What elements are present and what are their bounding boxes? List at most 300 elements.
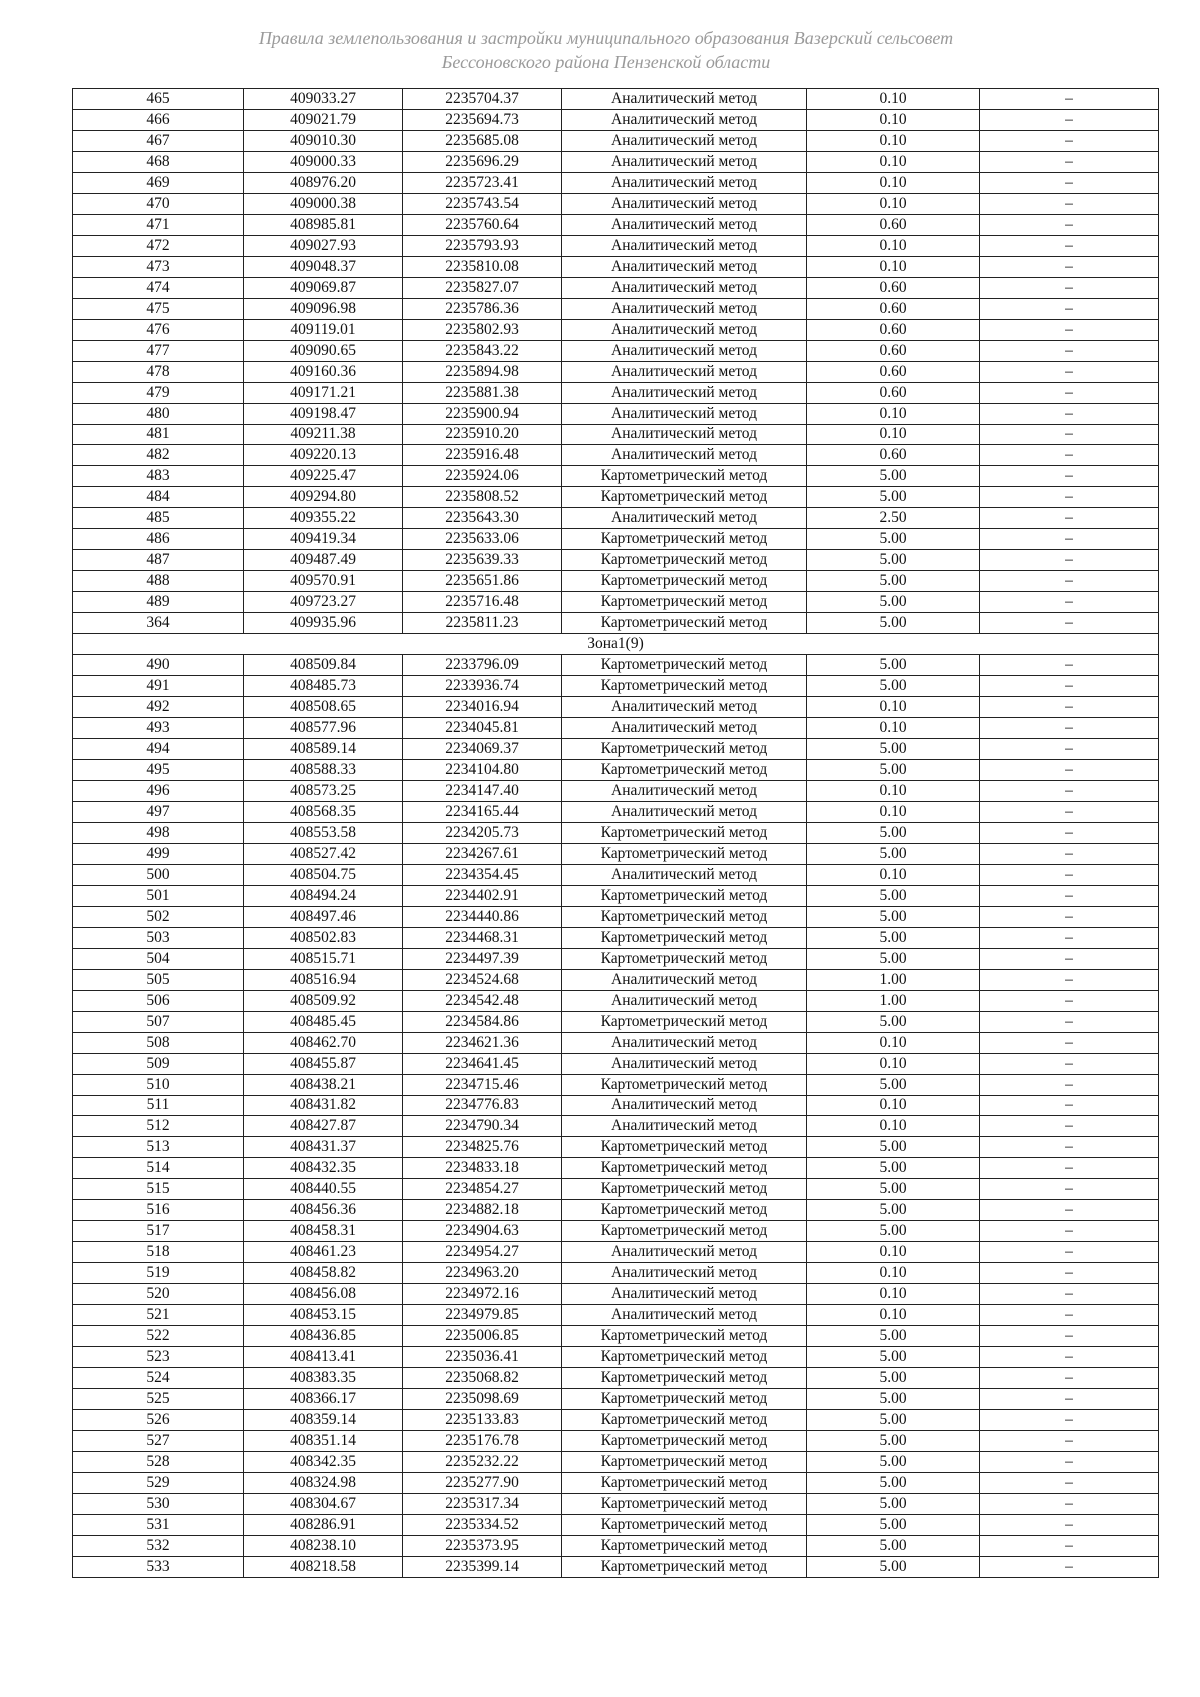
point-number-cell: 488 [73, 571, 244, 592]
y-coordinate-cell: 2235068.82 [403, 1368, 562, 1389]
accuracy-cell: 0.10 [807, 151, 980, 172]
method-cell: Аналитический метод [562, 256, 807, 277]
y-coordinate-cell: 2234524.68 [403, 969, 562, 990]
point-number-cell: 465 [73, 89, 244, 110]
y-coordinate-cell: 2235651.86 [403, 571, 562, 592]
table-row [73, 1347, 1159, 1368]
y-coordinate-cell: 2234790.34 [403, 1116, 562, 1137]
description-cell: – [980, 613, 1159, 634]
point-number-cell: 497 [73, 801, 244, 822]
point-number-cell: 515 [73, 1179, 244, 1200]
x-coordinate-cell: 408431.82 [244, 1095, 403, 1116]
method-cell: Аналитический метод [562, 382, 807, 403]
accuracy-cell: 0.60 [807, 214, 980, 235]
description-cell: – [980, 1410, 1159, 1431]
table-row [73, 193, 1159, 214]
y-coordinate-cell: 2234641.45 [403, 1053, 562, 1074]
accuracy-cell: 5.00 [807, 529, 980, 550]
accuracy-cell: 0.10 [807, 1053, 980, 1074]
accuracy-cell: 0.10 [807, 1263, 980, 1284]
accuracy-cell: 5.00 [807, 927, 980, 948]
y-coordinate-cell: 2235696.29 [403, 151, 562, 172]
x-coordinate-cell: 409171.21 [244, 382, 403, 403]
description-cell: – [980, 466, 1159, 487]
point-number-cell: 489 [73, 592, 244, 613]
point-number-cell: 485 [73, 508, 244, 529]
point-number-cell: 532 [73, 1535, 244, 1556]
x-coordinate-cell: 409119.01 [244, 319, 403, 340]
point-number-cell: 479 [73, 382, 244, 403]
accuracy-cell: 0.10 [807, 193, 980, 214]
y-coordinate-cell: 2234904.63 [403, 1221, 562, 1242]
y-coordinate-cell: 2235133.83 [403, 1410, 562, 1431]
x-coordinate-cell: 408485.45 [244, 1011, 403, 1032]
y-coordinate-cell: 2234147.40 [403, 780, 562, 801]
table-row [73, 298, 1159, 319]
y-coordinate-cell: 2234016.94 [403, 697, 562, 718]
x-coordinate-cell: 408976.20 [244, 172, 403, 193]
x-coordinate-cell: 408324.98 [244, 1472, 403, 1493]
description-cell: – [980, 843, 1159, 864]
description-cell: – [980, 1347, 1159, 1368]
accuracy-cell: 5.00 [807, 571, 980, 592]
accuracy-cell: 0.60 [807, 340, 980, 361]
table-row [73, 1535, 1159, 1556]
accuracy-cell: 0.10 [807, 1242, 980, 1263]
point-number-cell: 502 [73, 906, 244, 927]
point-number-cell: 528 [73, 1451, 244, 1472]
y-coordinate-cell: 2235924.06 [403, 466, 562, 487]
table-row [73, 1263, 1159, 1284]
description-cell: – [980, 403, 1159, 424]
accuracy-cell: 5.00 [807, 1410, 980, 1431]
point-number-cell: 527 [73, 1431, 244, 1452]
point-number-cell: 475 [73, 298, 244, 319]
x-coordinate-cell: 408985.81 [244, 214, 403, 235]
table-row [73, 466, 1159, 487]
accuracy-cell: 5.00 [807, 1137, 980, 1158]
point-number-cell: 521 [73, 1305, 244, 1326]
description-cell: – [980, 235, 1159, 256]
method-cell: Картометрический метод [562, 1326, 807, 1347]
method-cell: Аналитический метод [562, 445, 807, 466]
description-cell: – [980, 718, 1159, 739]
x-coordinate-cell: 408504.75 [244, 864, 403, 885]
description-cell: – [980, 822, 1159, 843]
accuracy-cell: 5.00 [807, 906, 980, 927]
x-coordinate-cell: 408432.35 [244, 1158, 403, 1179]
method-cell: Картометрический метод [562, 1410, 807, 1431]
method-cell: Картометрический метод [562, 676, 807, 697]
x-coordinate-cell: 408286.91 [244, 1514, 403, 1535]
x-coordinate-cell: 408304.67 [244, 1493, 403, 1514]
point-number-cell: 500 [73, 864, 244, 885]
method-cell: Картометрический метод [562, 843, 807, 864]
method-cell: Картометрический метод [562, 1347, 807, 1368]
description-cell: – [980, 1074, 1159, 1095]
description-cell: – [980, 760, 1159, 781]
x-coordinate-cell: 408456.08 [244, 1284, 403, 1305]
accuracy-cell: 0.10 [807, 403, 980, 424]
table-row [73, 529, 1159, 550]
x-coordinate-cell: 408577.96 [244, 718, 403, 739]
y-coordinate-cell: 2234104.80 [403, 760, 562, 781]
y-coordinate-cell: 2235786.36 [403, 298, 562, 319]
y-coordinate-cell: 2235843.22 [403, 340, 562, 361]
method-cell: Аналитический метод [562, 969, 807, 990]
table-row [73, 340, 1159, 361]
method-cell: Аналитический метод [562, 298, 807, 319]
y-coordinate-cell: 2235802.93 [403, 319, 562, 340]
point-number-cell: 471 [73, 214, 244, 235]
x-coordinate-cell: 408462.70 [244, 1032, 403, 1053]
method-cell: Картометрический метод [562, 822, 807, 843]
method-cell: Картометрический метод [562, 1431, 807, 1452]
y-coordinate-cell: 2235743.54 [403, 193, 562, 214]
accuracy-cell: 5.00 [807, 1389, 980, 1410]
description-cell: – [980, 885, 1159, 906]
table-row [73, 214, 1159, 235]
description-cell: – [980, 277, 1159, 298]
accuracy-cell: 5.00 [807, 1535, 980, 1556]
accuracy-cell: 0.10 [807, 1095, 980, 1116]
point-number-cell: 526 [73, 1410, 244, 1431]
x-coordinate-cell: 409160.36 [244, 361, 403, 382]
x-coordinate-cell: 408440.55 [244, 1179, 403, 1200]
table-row [73, 361, 1159, 382]
y-coordinate-cell: 2234267.61 [403, 843, 562, 864]
point-number-cell: 531 [73, 1514, 244, 1535]
y-coordinate-cell: 2235810.08 [403, 256, 562, 277]
method-cell: Аналитический метод [562, 151, 807, 172]
y-coordinate-cell: 2235006.85 [403, 1326, 562, 1347]
table-row [73, 382, 1159, 403]
description-cell: – [980, 1472, 1159, 1493]
method-cell: Аналитический метод [562, 508, 807, 529]
description-cell: – [980, 130, 1159, 151]
point-number-cell: 468 [73, 151, 244, 172]
y-coordinate-cell: 2235317.34 [403, 1493, 562, 1514]
method-cell: Аналитический метод [562, 1263, 807, 1284]
method-cell: Картометрический метод [562, 1472, 807, 1493]
accuracy-cell: 0.10 [807, 424, 980, 445]
y-coordinate-cell: 2234954.27 [403, 1242, 562, 1263]
header-line-1: Правила землепользования и застройки муниципального образования Вазерский сельсовет [258, 28, 954, 48]
point-number-cell: 493 [73, 718, 244, 739]
description-cell: – [980, 592, 1159, 613]
accuracy-cell: 5.00 [807, 1472, 980, 1493]
point-number-cell: 512 [73, 1116, 244, 1137]
accuracy-cell: 5.00 [807, 1326, 980, 1347]
x-coordinate-cell: 409723.27 [244, 592, 403, 613]
coordinates-table [72, 88, 1159, 1578]
method-cell: Картометрический метод [562, 1514, 807, 1535]
method-cell: Аналитический метод [562, 780, 807, 801]
method-cell: Аналитический метод [562, 1053, 807, 1074]
table-row [73, 1284, 1159, 1305]
description-cell: – [980, 1451, 1159, 1472]
accuracy-cell: 0.60 [807, 361, 980, 382]
point-number-cell: 518 [73, 1242, 244, 1263]
description-cell: – [980, 1389, 1159, 1410]
table-row [73, 1410, 1159, 1431]
y-coordinate-cell: 2234963.20 [403, 1263, 562, 1284]
x-coordinate-cell: 408238.10 [244, 1535, 403, 1556]
point-number-cell: 481 [73, 424, 244, 445]
accuracy-cell: 0.10 [807, 697, 980, 718]
method-cell: Картометрический метод [562, 592, 807, 613]
accuracy-cell: 5.00 [807, 613, 980, 634]
point-number-cell: 498 [73, 822, 244, 843]
accuracy-cell: 0.60 [807, 382, 980, 403]
accuracy-cell: 0.10 [807, 780, 980, 801]
description-cell: – [980, 864, 1159, 885]
method-cell: Аналитический метод [562, 109, 807, 130]
description-cell: – [980, 109, 1159, 130]
accuracy-cell: 5.00 [807, 1200, 980, 1221]
point-number-cell: 487 [73, 550, 244, 571]
x-coordinate-cell: 408427.87 [244, 1116, 403, 1137]
x-coordinate-cell: 408461.23 [244, 1242, 403, 1263]
y-coordinate-cell: 2234497.39 [403, 948, 562, 969]
point-number-cell: 533 [73, 1556, 244, 1577]
method-cell: Аналитический метод [562, 130, 807, 151]
y-coordinate-cell: 2235232.22 [403, 1451, 562, 1472]
accuracy-cell: 0.10 [807, 864, 980, 885]
method-cell: Картометрический метод [562, 1368, 807, 1389]
x-coordinate-cell: 409198.47 [244, 403, 403, 424]
method-cell: Картометрический метод [562, 1221, 807, 1242]
method-cell: Аналитический метод [562, 89, 807, 110]
accuracy-cell: 5.00 [807, 676, 980, 697]
description-cell: – [980, 1284, 1159, 1305]
x-coordinate-cell: 409225.47 [244, 466, 403, 487]
method-cell: Картометрический метод [562, 1179, 807, 1200]
table-row [73, 1242, 1159, 1263]
accuracy-cell: 5.00 [807, 550, 980, 571]
point-number-cell: 514 [73, 1158, 244, 1179]
accuracy-cell: 5.00 [807, 466, 980, 487]
x-coordinate-cell: 408508.65 [244, 697, 403, 718]
method-cell: Аналитический метод [562, 277, 807, 298]
method-cell: Картометрический метод [562, 885, 807, 906]
table-row [73, 571, 1159, 592]
zone-label: Зона1(9) [73, 634, 1159, 655]
method-cell: Аналитический метод [562, 235, 807, 256]
table-row [73, 445, 1159, 466]
method-cell: Аналитический метод [562, 214, 807, 235]
y-coordinate-cell: 2234069.37 [403, 739, 562, 760]
x-coordinate-cell: 409211.38 [244, 424, 403, 445]
x-coordinate-cell: 408515.71 [244, 948, 403, 969]
description-cell: – [980, 1535, 1159, 1556]
y-coordinate-cell: 2234972.16 [403, 1284, 562, 1305]
coordinates-table-body [73, 89, 1159, 1578]
y-coordinate-cell: 2235827.07 [403, 277, 562, 298]
accuracy-cell: 5.00 [807, 1011, 980, 1032]
x-coordinate-cell: 408497.46 [244, 906, 403, 927]
x-coordinate-cell: 409000.38 [244, 193, 403, 214]
description-cell: – [980, 1221, 1159, 1242]
y-coordinate-cell: 2235639.33 [403, 550, 562, 571]
description-cell: – [980, 1116, 1159, 1137]
table-row [73, 697, 1159, 718]
point-number-cell: 520 [73, 1284, 244, 1305]
table-row [73, 508, 1159, 529]
point-number-cell: 508 [73, 1032, 244, 1053]
point-number-cell: 525 [73, 1389, 244, 1410]
accuracy-cell: 5.00 [807, 948, 980, 969]
description-cell: – [980, 655, 1159, 676]
description-cell: – [980, 739, 1159, 760]
table-row [73, 843, 1159, 864]
method-cell: Картометрический метод [562, 1200, 807, 1221]
method-cell: Картометрический метод [562, 948, 807, 969]
method-cell: Аналитический метод [562, 361, 807, 382]
method-cell: Аналитический метод [562, 801, 807, 822]
accuracy-cell: 5.00 [807, 1514, 980, 1535]
x-coordinate-cell: 408509.84 [244, 655, 403, 676]
accuracy-cell: 0.10 [807, 130, 980, 151]
table-row [73, 948, 1159, 969]
accuracy-cell: 5.00 [807, 1431, 980, 1452]
method-cell: Картометрический метод [562, 1535, 807, 1556]
table-row [73, 1493, 1159, 1514]
y-coordinate-cell: 2235881.38 [403, 382, 562, 403]
x-coordinate-cell: 408509.92 [244, 990, 403, 1011]
zone-header-row [73, 634, 1159, 655]
method-cell: Картометрический метод [562, 571, 807, 592]
x-coordinate-cell: 408458.82 [244, 1263, 403, 1284]
point-number-cell: 469 [73, 172, 244, 193]
y-coordinate-cell: 2235176.78 [403, 1431, 562, 1452]
y-coordinate-cell: 2234045.81 [403, 718, 562, 739]
accuracy-cell: 0.10 [807, 109, 980, 130]
table-row [73, 864, 1159, 885]
y-coordinate-cell: 2235633.06 [403, 529, 562, 550]
point-number-cell: 511 [73, 1095, 244, 1116]
x-coordinate-cell: 408342.35 [244, 1451, 403, 1472]
description-cell: – [980, 319, 1159, 340]
accuracy-cell: 5.00 [807, 885, 980, 906]
x-coordinate-cell: 408456.36 [244, 1200, 403, 1221]
description-cell: – [980, 214, 1159, 235]
point-number-cell: 495 [73, 760, 244, 781]
method-cell: Аналитический метод [562, 340, 807, 361]
x-coordinate-cell: 408516.94 [244, 969, 403, 990]
x-coordinate-cell: 408568.35 [244, 801, 403, 822]
description-cell: – [980, 1493, 1159, 1514]
y-coordinate-cell: 2235373.95 [403, 1535, 562, 1556]
point-number-cell: 519 [73, 1263, 244, 1284]
table-row [73, 1116, 1159, 1137]
method-cell: Аналитический метод [562, 403, 807, 424]
description-cell: – [980, 298, 1159, 319]
method-cell: Аналитический метод [562, 172, 807, 193]
point-number-cell: 482 [73, 445, 244, 466]
method-cell: Картометрический метод [562, 1158, 807, 1179]
y-coordinate-cell: 2235900.94 [403, 403, 562, 424]
point-number-cell: 516 [73, 1200, 244, 1221]
accuracy-cell: 5.00 [807, 760, 980, 781]
accuracy-cell: 1.00 [807, 990, 980, 1011]
x-coordinate-cell: 409021.79 [244, 109, 403, 130]
document-header [72, 26, 1140, 74]
point-number-cell: 492 [73, 697, 244, 718]
description-cell: – [980, 990, 1159, 1011]
method-cell: Картометрический метод [562, 466, 807, 487]
accuracy-cell: 0.60 [807, 319, 980, 340]
x-coordinate-cell: 408588.33 [244, 760, 403, 781]
method-cell: Аналитический метод [562, 1095, 807, 1116]
x-coordinate-cell: 409294.80 [244, 487, 403, 508]
x-coordinate-cell: 408455.87 [244, 1053, 403, 1074]
table-row [73, 172, 1159, 193]
description-cell: – [980, 697, 1159, 718]
x-coordinate-cell: 408413.41 [244, 1347, 403, 1368]
table-row [73, 487, 1159, 508]
accuracy-cell: 5.00 [807, 1368, 980, 1389]
method-cell: Картометрический метод [562, 655, 807, 676]
table-row [73, 256, 1159, 277]
method-cell: Аналитический метод [562, 1305, 807, 1326]
accuracy-cell: 5.00 [807, 1158, 980, 1179]
table-row [73, 550, 1159, 571]
method-cell: Картометрический метод [562, 906, 807, 927]
x-coordinate-cell: 408366.17 [244, 1389, 403, 1410]
x-coordinate-cell: 408553.58 [244, 822, 403, 843]
accuracy-cell: 5.00 [807, 843, 980, 864]
accuracy-cell: 0.10 [807, 1305, 980, 1326]
y-coordinate-cell: 2235399.14 [403, 1556, 562, 1577]
x-coordinate-cell: 408453.15 [244, 1305, 403, 1326]
accuracy-cell: 0.60 [807, 277, 980, 298]
x-coordinate-cell: 409000.33 [244, 151, 403, 172]
point-number-cell: 503 [73, 927, 244, 948]
y-coordinate-cell: 2233796.09 [403, 655, 562, 676]
accuracy-cell: 5.00 [807, 1556, 980, 1577]
table-row [73, 1200, 1159, 1221]
header-line-2: Бессоновского района Пензенской области [441, 52, 771, 72]
x-coordinate-cell: 409033.27 [244, 89, 403, 110]
x-coordinate-cell: 409010.30 [244, 130, 403, 151]
method-cell: Аналитический метод [562, 990, 807, 1011]
description-cell: – [980, 1095, 1159, 1116]
point-number-cell: 466 [73, 109, 244, 130]
y-coordinate-cell: 2235277.90 [403, 1472, 562, 1493]
method-cell: Картометрический метод [562, 1137, 807, 1158]
description-cell: – [980, 948, 1159, 969]
x-coordinate-cell: 409090.65 [244, 340, 403, 361]
table-row [73, 801, 1159, 822]
table-row [73, 1221, 1159, 1242]
accuracy-cell: 5.00 [807, 655, 980, 676]
point-number-cell: 530 [73, 1493, 244, 1514]
y-coordinate-cell: 2235685.08 [403, 130, 562, 151]
description-cell: – [980, 382, 1159, 403]
accuracy-cell: 5.00 [807, 1451, 980, 1472]
method-cell: Аналитический метод [562, 319, 807, 340]
x-coordinate-cell: 408502.83 [244, 927, 403, 948]
accuracy-cell: 0.60 [807, 445, 980, 466]
table-row [73, 1179, 1159, 1200]
table-row [73, 906, 1159, 927]
method-cell: Аналитический метод [562, 1032, 807, 1053]
x-coordinate-cell: 409069.87 [244, 277, 403, 298]
y-coordinate-cell: 2235894.98 [403, 361, 562, 382]
y-coordinate-cell: 2234584.86 [403, 1011, 562, 1032]
method-cell: Картометрический метод [562, 760, 807, 781]
